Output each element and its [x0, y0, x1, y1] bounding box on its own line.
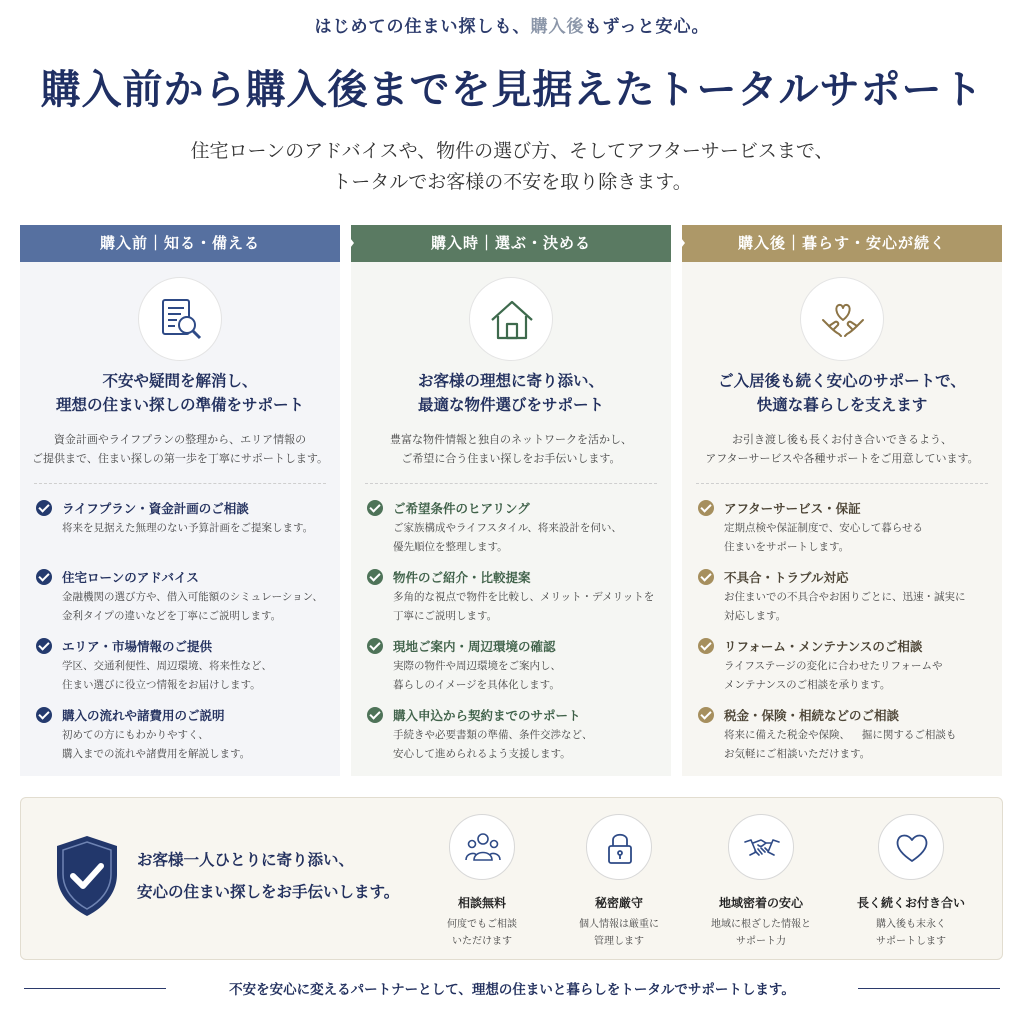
feature-community	[696, 814, 826, 950]
list-item	[36, 499, 336, 568]
divider	[696, 483, 988, 484]
check-icon	[36, 500, 52, 516]
item-desc	[62, 519, 342, 538]
feature-long-term	[846, 814, 976, 950]
list-item	[367, 499, 667, 568]
divider	[365, 483, 657, 484]
support-list	[367, 499, 667, 775]
column-at-purchase	[351, 225, 671, 776]
list-item	[367, 637, 667, 706]
lead-text	[0, 136, 1024, 198]
eyebrow-text-b: 購入後	[530, 17, 585, 37]
assurance-message-line-1: お客様一人ひとりに寄り添い、	[137, 851, 355, 869]
item-desc-line-2: お気軽にご相談いただけます。	[724, 748, 871, 760]
item-desc-line-1: 将来を見据えた無理のない予算計画をご提案します。	[62, 522, 314, 534]
list-item	[367, 568, 667, 637]
item-desc	[724, 657, 1004, 695]
item-desc-line-2: 暮らしのイメージを具体化します。	[393, 679, 560, 691]
list-item	[36, 568, 336, 637]
item-desc-line-1: 多角的な視点で物件を比較し、メリット・デメリットを	[393, 591, 655, 603]
item-desc-line-1: 学区、交通利便性、周辺環境、将来性など、	[62, 660, 272, 672]
feature-desc-line-1: 地域に根ざした情報と	[711, 919, 811, 930]
document-magnifier-icon	[138, 277, 222, 361]
item-desc-line-2: 対応します。	[724, 610, 787, 622]
item-desc-line-2: 住まいをサポートします。	[724, 541, 850, 553]
check-icon	[36, 638, 52, 654]
column-title-line-1: お客様の理想に寄り添い、	[417, 372, 604, 390]
feature-desc-line-2: 管理します	[594, 936, 644, 947]
column-title-line-2: 最適な物件選びをサポート	[417, 396, 604, 414]
feature-desc-line-2: サポート力	[736, 936, 786, 947]
feature-desc-line-2: サポートします	[876, 936, 946, 947]
support-list	[698, 499, 998, 775]
feature-desc	[554, 916, 684, 950]
column-title	[682, 369, 1002, 417]
check-icon	[698, 707, 714, 723]
handshake-icon	[728, 814, 794, 880]
item-desc-line-2: 金利タイプの違いなどを丁寧にご説明します。	[62, 610, 282, 622]
support-list	[36, 499, 336, 775]
item-desc	[393, 726, 673, 764]
column-before-purchase	[20, 225, 340, 776]
lock-icon	[586, 814, 652, 880]
column-header	[351, 225, 671, 262]
item-title: エリア・市場情報のご提供	[62, 639, 213, 654]
list-item	[36, 706, 336, 775]
list-item	[698, 706, 998, 775]
list-item	[367, 706, 667, 775]
item-title: 現地ご案内・周辺環境の確認	[393, 639, 556, 654]
item-title: 物件のご紹介・比較提案	[393, 570, 531, 585]
feature-desc-line-2: いただけます	[452, 936, 512, 947]
column-header	[20, 225, 340, 262]
list-item	[698, 499, 998, 568]
item-desc-line-2: 丁寧にご説明します。	[393, 610, 498, 622]
eyebrow-text-a: はじめての住まい探しも、	[314, 17, 531, 37]
check-icon	[36, 569, 52, 585]
feature-title: 長く続くお付き合い	[856, 896, 965, 910]
column-title-line-2: 理想の住まい探しの準備をサポート	[55, 396, 304, 414]
item-title: 税金・保険・相続などのご相談	[724, 708, 900, 723]
divider	[34, 483, 326, 484]
item-desc-line-2: 優先順位を整理します。	[393, 541, 508, 553]
column-title	[20, 369, 340, 417]
feature-desc	[846, 916, 976, 950]
item-desc-line-2: 安心して進められるよう支援します。	[393, 748, 571, 760]
column-desc-line-1: 豊富な物件情報と独自のネットワークを活かし、	[390, 433, 632, 446]
item-desc	[62, 657, 342, 695]
column-header-label: 購入前｜知る・備える	[99, 234, 260, 252]
item-desc-line-1: 定期点検や保証制度で、安心して暮らせる	[724, 522, 923, 534]
item-desc-line-1: ご家族構成やライフスタイル、将来設計を伺い、	[393, 522, 622, 534]
column-desc-line-2: ご提供まで、住まい探しの第一歩を丁寧にサポートします。	[32, 452, 328, 465]
feature-free-consultation	[417, 814, 547, 950]
feature-title: 秘密厳守	[594, 896, 643, 910]
column-desc-line-1: お引き渡し後も長くお付き合いできるよう、	[732, 433, 952, 446]
item-desc	[724, 588, 1004, 626]
item-desc	[724, 726, 1004, 764]
arrow-icon	[340, 225, 354, 261]
item-desc	[62, 726, 342, 764]
column-header	[682, 225, 1002, 262]
footer-tagline: 不安を安心に変えるパートナーとして、理想の住まいと暮らしをトータルでサポートします。	[229, 982, 795, 998]
check-icon	[367, 500, 383, 516]
column-title-line-1: ご入居後も続く安心のサポートで、	[718, 372, 966, 390]
item-title: ライフプラン・資金計画のご相談	[62, 501, 249, 516]
column-desc-line-2: アフターサービスや各種サポートをご用意しています。	[705, 452, 979, 465]
feature-desc-line-1: 購入後も末永く	[876, 919, 946, 930]
item-title: リフォーム・メンテナンスのご相談	[724, 639, 923, 654]
feature-desc-line-1: 何度でもご相談	[447, 919, 517, 930]
eyebrow-text-c: もずっと安心。	[584, 17, 710, 37]
arrow-icon	[671, 225, 685, 261]
item-desc-line-1: 手続きや必要書類の準備、条件交渉など、	[393, 729, 593, 741]
item-desc-line-2: 住まい選びに役立つ情報をお届けします。	[62, 679, 261, 691]
list-item	[698, 637, 998, 706]
feature-desc	[417, 916, 547, 950]
column-desc-line-2: ご希望に合う住まい探しをお手伝いします。	[401, 452, 621, 465]
item-desc-line-2: メンテナンスのご相談を承ります。	[724, 679, 891, 691]
item-title: 購入の流れや諸費用のご説明	[62, 708, 225, 723]
item-desc-line-1: ライフステージの変化に合わせたリフォームや	[724, 660, 943, 672]
column-after-purchase	[682, 225, 1002, 776]
item-desc	[393, 588, 673, 626]
column-description	[682, 430, 1002, 468]
item-desc-line-1: お住まいでの不具合やお困りごとに、迅速・誠実に	[724, 591, 966, 603]
column-title-line-2: 快適な暮らしを支えます	[756, 396, 928, 414]
check-icon	[36, 707, 52, 723]
check-icon	[367, 707, 383, 723]
house-icon	[469, 277, 553, 361]
item-desc-line-1: 金融機関の選び方や、借入可能額のシミュレーション、	[62, 591, 323, 603]
feature-title: 地域密着の安心	[718, 896, 803, 910]
assurance-box	[20, 797, 1003, 960]
column-title-line-1: 不安や疑問を解消し、	[102, 372, 258, 390]
assurance-message-line-2: 安心の住まい探しをお手伝いします。	[137, 883, 400, 901]
page-title: 購入前から購入後までを見据えたトータルサポート	[40, 66, 984, 113]
item-desc-line-2: 購入までの流れや諸費用を解説します。	[62, 748, 251, 760]
item-title: 不具合・トラブル対応	[724, 570, 849, 585]
feature-desc	[696, 916, 826, 950]
item-desc	[724, 519, 1004, 557]
item-desc-line-1: 将来に備えた税金や保険、 ​ 掘に関するご相談も	[724, 729, 957, 741]
list-item	[36, 637, 336, 706]
lead-line-1: 住宅ローンのアドバイスや、物件の選び方、そしてアフターサービスまで、	[190, 140, 834, 162]
item-desc	[393, 519, 673, 557]
item-title: アフターサービス・保証	[724, 501, 861, 516]
check-icon	[698, 500, 714, 516]
item-desc-line-1: 初めての方にもわかりやすく、	[62, 729, 209, 741]
feature-desc-line-1: 個人情報は厳重に	[579, 919, 659, 930]
check-icon	[698, 569, 714, 585]
item-title: ご希望条件のヒアリング	[393, 501, 530, 516]
heart-hands-icon	[800, 277, 884, 361]
feature-confidentiality	[554, 814, 684, 950]
eyebrow	[0, 12, 1024, 37]
column-title	[351, 369, 671, 417]
item-desc	[62, 588, 342, 626]
assurance-message	[137, 844, 399, 908]
column-description	[351, 430, 671, 468]
column-desc-line-1: 資金計画やライフプランの整理から、エリア情報の	[53, 433, 307, 446]
column-header-label: 購入後｜暮らす・安心が続く	[737, 234, 946, 252]
item-title: 住宅ローンのアドバイス	[62, 570, 199, 585]
heart-icon	[878, 814, 944, 880]
column-header-label: 購入時｜選ぶ・決める	[430, 234, 591, 252]
item-desc	[393, 657, 673, 695]
item-title: 購入申込から契約までのサポート	[393, 708, 581, 723]
check-icon	[367, 569, 383, 585]
check-icon	[698, 638, 714, 654]
check-icon	[367, 638, 383, 654]
feature-title: 相談無料	[457, 896, 506, 910]
people-icon	[449, 814, 515, 880]
shield-check-icon	[53, 834, 121, 922]
lead-line-2: トータルでお客様の不安を取り除きます。	[332, 171, 692, 193]
list-item	[698, 568, 998, 637]
item-desc-line-1: 実際の物件や周辺環境をご案内し、	[393, 660, 561, 672]
column-description	[20, 430, 340, 468]
